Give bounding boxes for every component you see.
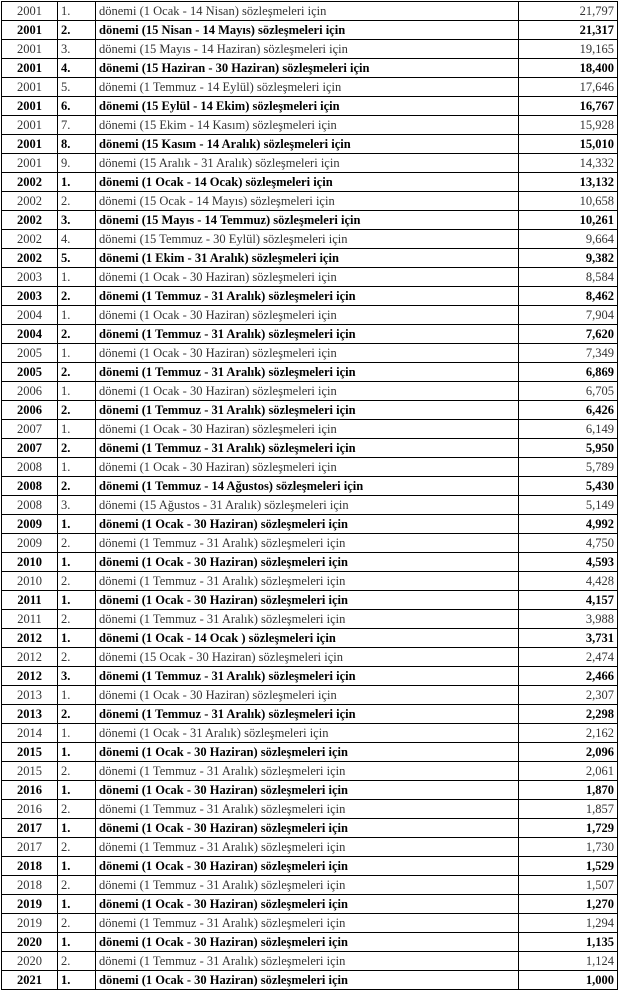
table-row	[2, 173, 618, 192]
year-cell: 2004	[2, 306, 58, 325]
period-description-cell: dönemi (15 Mayıs - 14 Haziran) sözleşmeleri için	[96, 40, 519, 59]
period-description-cell: dönemi (1 Temmuz - 31 Aralık) sözleşmeleri için	[96, 610, 519, 629]
amount-cell: 15,010	[519, 135, 618, 154]
amount-cell: 2,298	[519, 705, 618, 724]
year-cell: 2020	[2, 933, 58, 952]
amount-cell: 21,317	[519, 21, 618, 40]
amount-cell: 2,466	[519, 667, 618, 686]
period-description-cell: dönemi (15 Ocak - 14 Mayıs) sözleşmeleri için	[96, 192, 519, 211]
period-description-cell: dönemi (1 Temmuz - 31 Aralık) sözleşmeleri için	[96, 876, 519, 895]
amount-cell: 19,165	[519, 40, 618, 59]
period-number-cell: 2.	[58, 952, 96, 971]
year-cell: 2018	[2, 876, 58, 895]
year-cell: 2012	[2, 667, 58, 686]
table-row	[2, 952, 618, 971]
year-cell: 2018	[2, 857, 58, 876]
year-cell: 2020	[2, 952, 58, 971]
period-description-cell: dönemi (1 Ocak - 30 Haziran) sözleşmeleri için	[96, 344, 519, 363]
year-cell: 2010	[2, 572, 58, 591]
period-description-cell: dönemi (1 Ocak - 30 Haziran) sözleşmeleri için	[96, 515, 519, 534]
amount-cell: 9,664	[519, 230, 618, 249]
table-row	[2, 553, 618, 572]
year-cell: 2001	[2, 97, 58, 116]
year-cell: 2012	[2, 648, 58, 667]
amount-cell: 1,729	[519, 819, 618, 838]
table-row	[2, 515, 618, 534]
period-description-cell: dönemi (1 Ocak - 30 Haziran) sözleşmeleri için	[96, 686, 519, 705]
period-description-cell: dönemi (1 Ocak - 30 Haziran) sözleşmeleri için	[96, 819, 519, 838]
period-description-cell: dönemi (15 Temmuz - 30 Eylül) sözleşmeleri için	[96, 230, 519, 249]
year-cell: 2007	[2, 420, 58, 439]
year-cell: 2008	[2, 496, 58, 515]
period-description-cell: dönemi (1 Temmuz - 31 Aralık) sözleşmeleri için	[96, 800, 519, 819]
period-number-cell: 8.	[58, 135, 96, 154]
year-cell: 2014	[2, 724, 58, 743]
period-number-cell: 1.	[58, 895, 96, 914]
table-row	[2, 629, 618, 648]
year-cell: 2003	[2, 268, 58, 287]
period-description-cell: dönemi (15 Nisan - 14 Mayıs) sözleşmeleri için	[96, 21, 519, 40]
amount-cell: 1,857	[519, 800, 618, 819]
table-row	[2, 230, 618, 249]
period-number-cell: 1.	[58, 819, 96, 838]
period-description-cell: dönemi (1 Ocak - 14 Ocak) sözleşmeleri için	[96, 173, 519, 192]
year-cell: 2015	[2, 762, 58, 781]
period-description-cell: dönemi (15 Kasım - 14 Aralık) sözleşmeleri için	[96, 135, 519, 154]
table-row	[2, 686, 618, 705]
amount-cell: 7,349	[519, 344, 618, 363]
period-number-cell: 4.	[58, 230, 96, 249]
table-row	[2, 857, 618, 876]
table-row	[2, 705, 618, 724]
table-row	[2, 135, 618, 154]
period-number-cell: 2.	[58, 325, 96, 344]
table-row	[2, 439, 618, 458]
year-cell: 2001	[2, 135, 58, 154]
table-row	[2, 971, 618, 990]
table-row	[2, 534, 618, 553]
year-cell: 2002	[2, 192, 58, 211]
table-row	[2, 800, 618, 819]
period-description-cell: dönemi (1 Temmuz - 31 Aralık) sözleşmeleri için	[96, 401, 519, 420]
period-description-cell: dönemi (1 Ocak - 30 Haziran) sözleşmeleri için	[96, 458, 519, 477]
year-cell: 2001	[2, 21, 58, 40]
amount-cell: 1,000	[519, 971, 618, 990]
table-row	[2, 496, 618, 515]
period-description-cell: dönemi (15 Mayıs - 14 Temmuz) sözleşmeleri için	[96, 211, 519, 230]
year-cell: 2005	[2, 363, 58, 382]
period-description-cell: dönemi (1 Ocak - 30 Haziran) sözleşmeleri için	[96, 857, 519, 876]
period-description-cell: dönemi (1 Ocak - 30 Haziran) sözleşmeleri için	[96, 268, 519, 287]
period-number-cell: 2.	[58, 914, 96, 933]
period-number-cell: 2.	[58, 439, 96, 458]
amount-cell: 14,332	[519, 154, 618, 173]
period-number-cell: 1.	[58, 458, 96, 477]
amount-cell: 2,061	[519, 762, 618, 781]
period-number-cell: 2.	[58, 876, 96, 895]
table-row	[2, 876, 618, 895]
year-cell: 2002	[2, 249, 58, 268]
table-row	[2, 458, 618, 477]
year-cell: 2011	[2, 610, 58, 629]
period-description-cell: dönemi (1 Ocak - 30 Haziran) sözleşmeleri için	[96, 895, 519, 914]
amount-cell: 3,988	[519, 610, 618, 629]
period-number-cell: 1.	[58, 724, 96, 743]
period-number-cell: 1.	[58, 553, 96, 572]
year-cell: 2004	[2, 325, 58, 344]
period-number-cell: 2.	[58, 705, 96, 724]
table-row	[2, 648, 618, 667]
period-description-cell: dönemi (1 Ocak - 14 Nisan) sözleşmeleri için	[96, 2, 519, 21]
period-number-cell: 1.	[58, 591, 96, 610]
year-cell: 2001	[2, 59, 58, 78]
period-description-cell: dönemi (15 Ağustos - 31 Aralık) sözleşmeleri için	[96, 496, 519, 515]
period-number-cell: 1.	[58, 344, 96, 363]
table-row	[2, 781, 618, 800]
period-number-cell: 1.	[58, 857, 96, 876]
period-number-cell: 2.	[58, 401, 96, 420]
period-number-cell: 1.	[58, 629, 96, 648]
amount-cell: 6,149	[519, 420, 618, 439]
period-number-cell: 2.	[58, 762, 96, 781]
period-description-cell: dönemi (1 Temmuz - 31 Aralık) sözleşmeleri için	[96, 838, 519, 857]
table-row	[2, 78, 618, 97]
table-row	[2, 819, 618, 838]
period-description-cell: dönemi (1 Temmuz - 31 Aralık) sözleşmeleri için	[96, 667, 519, 686]
period-description-cell: dönemi (1 Ocak - 30 Haziran) sözleşmeleri için	[96, 591, 519, 610]
table-row	[2, 40, 618, 59]
amount-cell: 6,705	[519, 382, 618, 401]
amount-cell: 5,950	[519, 439, 618, 458]
amount-cell: 4,992	[519, 515, 618, 534]
period-description-cell: dönemi (1 Ocak - 14 Ocak ) sözleşmeleri için	[96, 629, 519, 648]
amount-cell: 1,730	[519, 838, 618, 857]
period-number-cell: 1.	[58, 515, 96, 534]
amount-cell: 17,646	[519, 78, 618, 97]
table-row	[2, 21, 618, 40]
amount-cell: 1,135	[519, 933, 618, 952]
year-cell: 2003	[2, 287, 58, 306]
table-row	[2, 363, 618, 382]
period-description-cell: dönemi (1 Ocak - 30 Haziran) sözleşmeleri için	[96, 781, 519, 800]
period-description-cell: dönemi (1 Temmuz - 31 Aralık) sözleşmeleri için	[96, 572, 519, 591]
period-number-cell: 4.	[58, 59, 96, 78]
period-description-cell: dönemi (1 Temmuz - 31 Aralık) sözleşmeleri için	[96, 705, 519, 724]
table-row	[2, 477, 618, 496]
year-cell: 2019	[2, 895, 58, 914]
period-number-cell: 1.	[58, 686, 96, 705]
period-description-cell: dönemi (1 Ekim - 31 Aralık) sözleşmeleri için	[96, 249, 519, 268]
year-cell: 2001	[2, 116, 58, 135]
rates-table-body	[2, 2, 618, 990]
period-description-cell: dönemi (1 Temmuz - 31 Aralık) sözleşmeleri için	[96, 325, 519, 344]
period-number-cell: 2.	[58, 534, 96, 553]
year-cell: 2016	[2, 781, 58, 800]
year-cell: 2001	[2, 78, 58, 97]
period-number-cell: 2.	[58, 287, 96, 306]
period-description-cell: dönemi (15 Ekim - 14 Kasım) sözleşmeleri için	[96, 116, 519, 135]
table-row	[2, 724, 618, 743]
year-cell: 2017	[2, 838, 58, 857]
amount-cell: 1,124	[519, 952, 618, 971]
period-number-cell: 1.	[58, 743, 96, 762]
table-row	[2, 382, 618, 401]
amount-cell: 6,426	[519, 401, 618, 420]
period-number-cell: 1.	[58, 306, 96, 325]
period-description-cell: dönemi (1 Ocak - 31 Aralık) sözleşmeleri için	[96, 724, 519, 743]
period-number-cell: 9.	[58, 154, 96, 173]
year-cell: 2009	[2, 515, 58, 534]
period-number-cell: 1.	[58, 933, 96, 952]
amount-cell: 1,294	[519, 914, 618, 933]
table-row	[2, 116, 618, 135]
table-row	[2, 762, 618, 781]
amount-cell: 5,430	[519, 477, 618, 496]
table-row	[2, 667, 618, 686]
table-row	[2, 591, 618, 610]
table-row	[2, 572, 618, 591]
year-cell: 2012	[2, 629, 58, 648]
period-description-cell: dönemi (1 Ocak - 30 Haziran) sözleşmeleri için	[96, 553, 519, 572]
period-number-cell: 2.	[58, 192, 96, 211]
period-number-cell: 3.	[58, 211, 96, 230]
period-number-cell: 6.	[58, 97, 96, 116]
period-description-cell: dönemi (15 Aralık - 31 Aralık) sözleşmeleri için	[96, 154, 519, 173]
table-row	[2, 154, 618, 173]
period-description-cell: dönemi (1 Ocak - 30 Haziran) sözleşmeleri için	[96, 743, 519, 762]
year-cell: 2011	[2, 591, 58, 610]
period-description-cell: dönemi (1 Temmuz - 14 Ağustos) sözleşmeleri için	[96, 477, 519, 496]
table-row	[2, 211, 618, 230]
amount-cell: 1,870	[519, 781, 618, 800]
period-number-cell: 2.	[58, 648, 96, 667]
table-row	[2, 401, 618, 420]
period-description-cell: dönemi (1 Temmuz - 31 Aralık) sözleşmeleri için	[96, 914, 519, 933]
year-cell: 2015	[2, 743, 58, 762]
year-cell: 2010	[2, 553, 58, 572]
period-number-cell: 2.	[58, 800, 96, 819]
table-row	[2, 306, 618, 325]
year-cell: 2007	[2, 439, 58, 458]
amount-cell: 18,400	[519, 59, 618, 78]
period-number-cell: 5.	[58, 249, 96, 268]
period-description-cell: dönemi (1 Ocak - 30 Haziran) sözleşmeleri için	[96, 933, 519, 952]
table-row	[2, 268, 618, 287]
amount-cell: 10,261	[519, 211, 618, 230]
amount-cell: 3,731	[519, 629, 618, 648]
table-row	[2, 610, 618, 629]
rates-table	[1, 1, 618, 990]
amount-cell: 5,149	[519, 496, 618, 515]
period-number-cell: 1.	[58, 382, 96, 401]
table-row	[2, 59, 618, 78]
amount-cell: 1,529	[519, 857, 618, 876]
amount-cell: 1,507	[519, 876, 618, 895]
amount-cell: 2,096	[519, 743, 618, 762]
period-number-cell: 2.	[58, 572, 96, 591]
table-row	[2, 420, 618, 439]
period-description-cell: dönemi (1 Temmuz - 14 Eylül) sözleşmeleri için	[96, 78, 519, 97]
year-cell: 2001	[2, 2, 58, 21]
period-number-cell: 1.	[58, 2, 96, 21]
period-number-cell: 1.	[58, 420, 96, 439]
amount-cell: 2,162	[519, 724, 618, 743]
table-row	[2, 192, 618, 211]
table-row	[2, 914, 618, 933]
table-row	[2, 838, 618, 857]
amount-cell: 9,382	[519, 249, 618, 268]
table-row	[2, 287, 618, 306]
period-description-cell: dönemi (1 Temmuz - 31 Aralık) sözleşmeleri için	[96, 439, 519, 458]
period-number-cell: 2.	[58, 21, 96, 40]
amount-cell: 2,474	[519, 648, 618, 667]
period-number-cell: 3.	[58, 667, 96, 686]
amount-cell: 7,904	[519, 306, 618, 325]
year-cell: 2006	[2, 401, 58, 420]
year-cell: 2021	[2, 971, 58, 990]
period-description-cell: dönemi (1 Temmuz - 31 Aralık) sözleşmeleri için	[96, 287, 519, 306]
period-number-cell: 3.	[58, 40, 96, 59]
period-number-cell: 1.	[58, 268, 96, 287]
period-number-cell: 2.	[58, 610, 96, 629]
amount-cell: 8,462	[519, 287, 618, 306]
year-cell: 2006	[2, 382, 58, 401]
period-number-cell: 2.	[58, 363, 96, 382]
period-number-cell: 5.	[58, 78, 96, 97]
period-description-cell: dönemi (15 Ocak - 30 Haziran) sözleşmeleri için	[96, 648, 519, 667]
period-number-cell: 3.	[58, 496, 96, 515]
table-row	[2, 249, 618, 268]
amount-cell: 6,869	[519, 363, 618, 382]
period-description-cell: dönemi (15 Eylül - 14 Ekim) sözleşmeleri için	[96, 97, 519, 116]
year-cell: 2001	[2, 154, 58, 173]
year-cell: 2009	[2, 534, 58, 553]
table-row	[2, 743, 618, 762]
amount-cell: 7,620	[519, 325, 618, 344]
year-cell: 2005	[2, 344, 58, 363]
period-description-cell: dönemi (1 Ocak - 30 Haziran) sözleşmeleri için	[96, 971, 519, 990]
year-cell: 2002	[2, 211, 58, 230]
table-row	[2, 2, 618, 21]
year-cell: 2002	[2, 173, 58, 192]
amount-cell: 1,270	[519, 895, 618, 914]
amount-cell: 16,767	[519, 97, 618, 116]
year-cell: 2001	[2, 40, 58, 59]
amount-cell: 4,157	[519, 591, 618, 610]
year-cell: 2002	[2, 230, 58, 249]
amount-cell: 10,658	[519, 192, 618, 211]
amount-cell: 2,307	[519, 686, 618, 705]
period-number-cell: 2.	[58, 838, 96, 857]
table-row	[2, 344, 618, 363]
table-row	[2, 97, 618, 116]
period-description-cell: dönemi (1 Temmuz - 31 Aralık) sözleşmeleri için	[96, 762, 519, 781]
period-number-cell: 7.	[58, 116, 96, 135]
period-number-cell: 1.	[58, 971, 96, 990]
table-row	[2, 933, 618, 952]
year-cell: 2017	[2, 819, 58, 838]
amount-cell: 8,584	[519, 268, 618, 287]
amount-cell: 21,797	[519, 2, 618, 21]
period-number-cell: 1.	[58, 781, 96, 800]
amount-cell: 4,750	[519, 534, 618, 553]
year-cell: 2013	[2, 705, 58, 724]
table-row	[2, 895, 618, 914]
period-description-cell: dönemi (15 Haziran - 30 Haziran) sözleşmeleri için	[96, 59, 519, 78]
amount-cell: 5,789	[519, 458, 618, 477]
year-cell: 2013	[2, 686, 58, 705]
period-description-cell: dönemi (1 Ocak - 30 Haziran) sözleşmeleri için	[96, 382, 519, 401]
period-number-cell: 1.	[58, 173, 96, 192]
period-description-cell: dönemi (1 Ocak - 30 Haziran) sözleşmeleri için	[96, 306, 519, 325]
period-number-cell: 2.	[58, 477, 96, 496]
amount-cell: 4,428	[519, 572, 618, 591]
period-description-cell: dönemi (1 Ocak - 30 Haziran) sözleşmeleri için	[96, 420, 519, 439]
year-cell: 2008	[2, 458, 58, 477]
amount-cell: 13,132	[519, 173, 618, 192]
year-cell: 2019	[2, 914, 58, 933]
year-cell: 2008	[2, 477, 58, 496]
amount-cell: 15,928	[519, 116, 618, 135]
table-row	[2, 325, 618, 344]
amount-cell: 4,593	[519, 553, 618, 572]
period-description-cell: dönemi (1 Temmuz - 31 Aralık) sözleşmeleri için	[96, 534, 519, 553]
year-cell: 2016	[2, 800, 58, 819]
period-description-cell: dönemi (1 Temmuz - 31 Aralık) sözleşmeleri için	[96, 363, 519, 382]
period-description-cell: dönemi (1 Temmuz - 31 Aralık) sözleşmeleri için	[96, 952, 519, 971]
